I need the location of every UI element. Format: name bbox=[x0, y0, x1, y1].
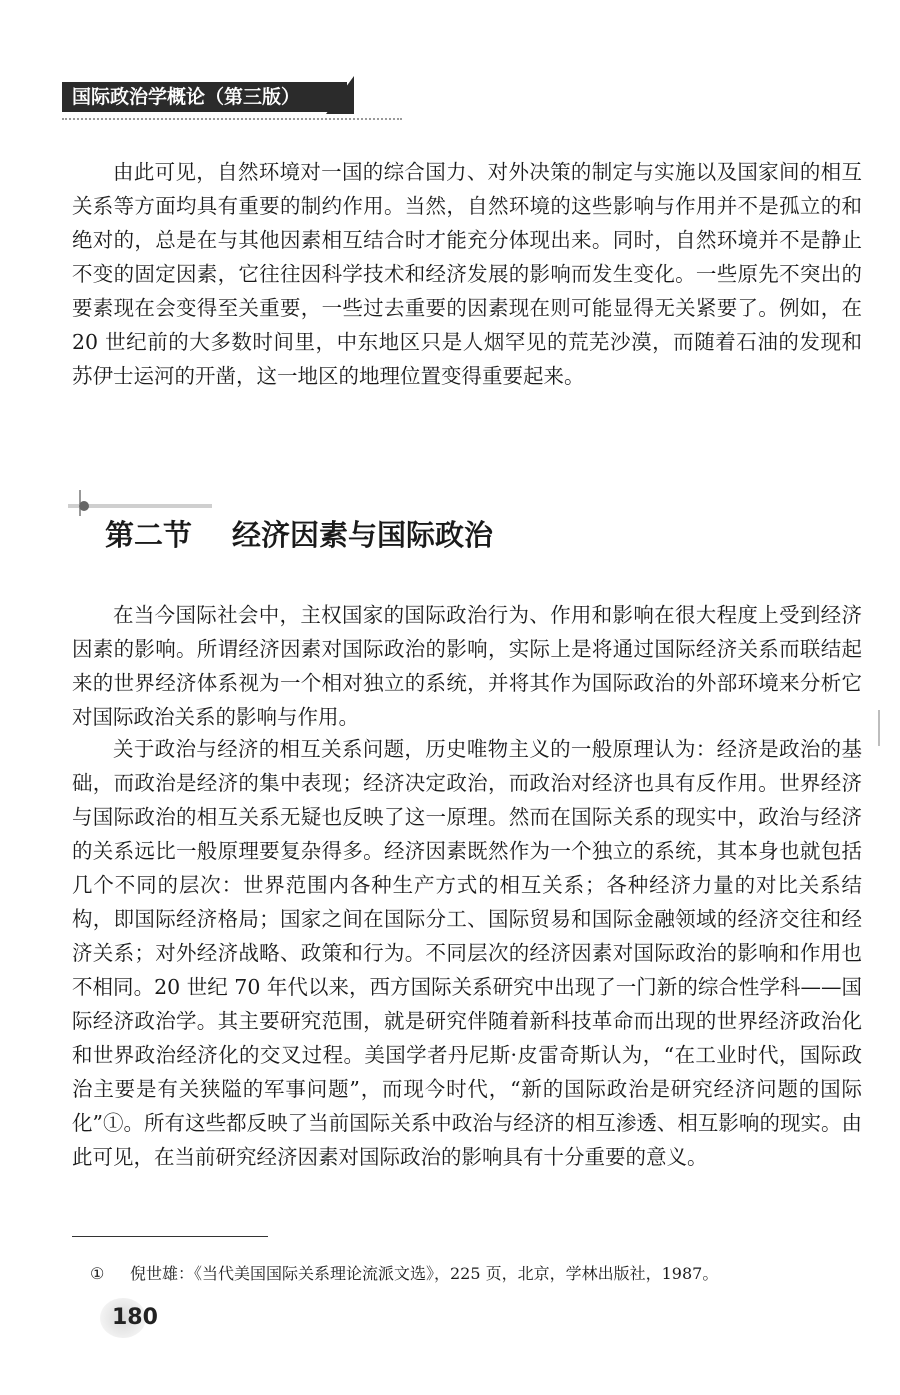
paragraph-3: 关于政治与经济的相互关系问题，历史唯物主义的一般原理认为：经济是政治的基础，而政治是经济的集中表现；经济决定政治，而政治对经济也具有反作用。世界经济与国际政治的相互关系无疑也反映了这一原理。然而在国际关系的现实中，政治与经济的关系远比一般原理要复杂得多。经济因素既然作为一个独立的系统，其本身也就包括几个不同的层次：世界范围内各种生产方式的相互关系；各种经济力量的对比关系结构，即国际经济格局；国家之间在国际分工、国际贸易和国际金融领域的经济交往和经济关系；对外经济战略、政策和行为。不同层次的经济因素对国际政治的影响和作用也不相同。20 世纪 70 年代以来，西方国际关系研究中出现了一门新的综合性学科——国际经济政治学。其主要研究范围，就是研究伴随着新科技革命而出现的世界经济政治化和世界政治经济化的交叉过程。美国学者丹尼斯·皮雷奇斯认为，“在工业时代，国际政治主要是有关狭隘的军事问题”，而现今时代，“新的国际政治是研究经济问题的国际化”①。所有这些都反映了当前国际关系中政治与经济的相互渗透、相互影响的现实。由此可见，在当前研究经济因素对国际政治的影响具有十分重要的意义。 bbox=[72, 737, 862, 1169]
header-divider bbox=[62, 118, 402, 120]
section-heading bbox=[105, 515, 493, 555]
paragraph-1: 由此可见，自然环境对一国的综合国力、对外决策的制定与实施以及国家间的相互关系等方面均具有重要的制约作用。当然，自然环境的这些影响与作用并不是孤立的和绝对的，总是在与其他因素相互结合时才能充分体现出来。同时，自然环境并不是静止不变的固定因素，它往往因科学技术和经济发展的影响而发生变化。一些原先不突出的要素现在会变得至关重要，一些过去重要的因素现在则可能显得无关紧要了。例如，在 20 世纪前的大多数时间里，中东地区只是人烟罕见的荒芜沙漠，而随着石油的发现和苏伊士运河的开凿，这一地区的地理位置变得重要起来。 bbox=[72, 160, 862, 388]
footnote-mark: ① bbox=[90, 1264, 105, 1283]
paragraph-2: 在当今国际社会中，主权国家的国际政治行为、作用和影响在很大程度上受到经济因素的影响。所谓经济因素对国际政治的影响，实际上是将通过国际经济关系而联结起来的世界经济体系视为一个相对独立的系统，并将其作为国际政治的外部环境来分析它对国际政治关系的影响与作用。 bbox=[72, 603, 862, 729]
section-title: 经济因素与国际政治 bbox=[232, 518, 494, 552]
header-slash-decoration bbox=[326, 76, 354, 114]
book-title: 国际政治学概论（第三版） bbox=[72, 86, 301, 108]
footnote-divider bbox=[72, 1236, 268, 1237]
page-number: 180 bbox=[112, 1305, 158, 1330]
footnote-text: 倪世雄：《当代美国国际关系理论流派文选》，225 页，北京，学林出版社，1987。 bbox=[130, 1264, 719, 1283]
section-number: 第二节 bbox=[105, 518, 193, 552]
page-edge-mark bbox=[878, 710, 880, 746]
footnote bbox=[90, 1262, 718, 1286]
